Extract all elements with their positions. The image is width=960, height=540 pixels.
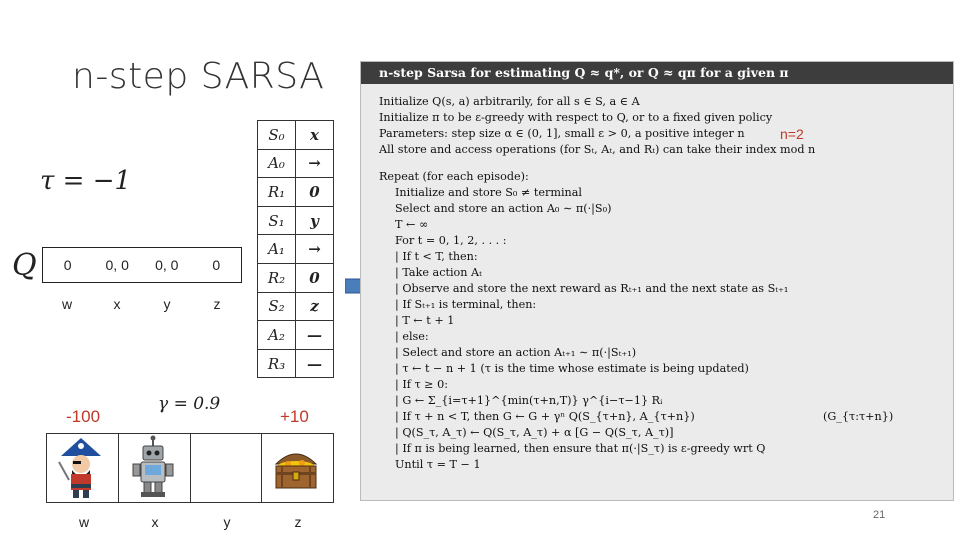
traj-value: — [296,321,334,350]
traj-key: A₂ [258,321,296,350]
q-value-z: 0 [212,257,221,273]
algo-line: | Q(S_τ, A_τ) ← Q(S_τ, A_τ) + α [G − Q(S_τ, A_τ)] [395,426,674,439]
algo-line: | Take action Aₜ [395,266,482,279]
traj-value: z [296,292,334,321]
algo-line: Repeat (for each episode): [379,170,529,183]
pirate-icon [47,434,115,500]
algo-line: | else: [395,330,429,343]
traj-value: x [296,121,334,150]
tau-value: τ = −1 [40,166,132,196]
grid-cell-z [262,434,333,502]
gridworld [46,433,334,503]
algo-line: Initialize π to be ε-greedy with respect to Q, or to a fixed given policy [379,111,773,124]
grid-label-y: y [223,514,231,530]
q-value-w: 0 [63,257,72,273]
grid-label-w: w [78,514,90,530]
algo-line: For t = 0, 1, 2, . . . : [395,234,507,247]
n-value-note: n=2 [780,126,804,142]
traj-value: y [296,206,334,235]
q-table [42,247,242,283]
algorithm-box [360,61,954,501]
robot-icon [119,434,187,500]
traj-key: S₂ [258,292,296,321]
traj-value: → [296,149,334,178]
traj-key: A₀ [258,149,296,178]
algo-line: Until τ = T − 1 [395,458,481,471]
algo-line: | Select and store an action Aₜ₊₁ ∼ π(·|Sₜ₊₁) [395,346,637,359]
grid-label-x: x [151,514,159,530]
traj-key: S₀ [258,121,296,150]
q-state-label-x: x [113,296,121,312]
traj-value: — [296,349,334,378]
grid-cell-w [47,434,119,502]
algo-line: Initialize Q(s, a) arbitrarily, for all s ∈ S, a ∈ A [379,95,640,108]
q-value-y: 0, 0 [155,257,179,273]
algo-line: | If τ ≥ 0: [395,378,449,391]
algo-line: Parameters: step size α ∈ (0, 1], small ε > 0, a positive integer n [379,127,745,140]
algorithm-header: n-step Sarsa for estimating Q ≈ q*, or Q ≈ qπ for a given π [361,62,953,84]
page-number: 21 [873,509,886,521]
traj-value: 0 [296,263,334,292]
traj-value: 0 [296,178,334,207]
grid-label-z: z [294,514,302,530]
traj-key: R₂ [258,263,296,292]
grid-cell-x [119,434,191,502]
reward-left: -100 [66,407,101,426]
reward-right: +10 [280,407,309,426]
treasure-chest-icon [262,434,330,500]
algo-line: | If t < T, then: [395,250,478,263]
grid-cell-y [191,434,263,502]
q-state-label-w: w [61,296,73,312]
q-state-label-y: y [163,296,171,312]
traj-key: A₁ [258,235,296,264]
algo-line: Initialize and store S₀ ≠ terminal [395,186,583,199]
q-value-x: 0, 0 [105,257,129,273]
traj-key: S₁ [258,206,296,235]
algo-line: | If π is being learned, then ensure that π(·|S_τ) is ε-greedy wrt Q [395,442,766,455]
q-symbol: Q [12,248,37,283]
traj-value: → [296,235,334,264]
q-state-label-z: z [213,296,221,312]
trajectory-table [257,120,334,378]
algo-line: Select and store an action A₀ ∼ π(·|S₀) [395,202,612,215]
algo-line: | If Sₜ₊₁ is terminal, then: [395,298,537,311]
algo-line: | If τ + n < T, then G ← G + γⁿ Q(S_{τ+n}, A_{τ+n}) [395,410,695,423]
gamma-value: γ = 0.9 [158,394,221,414]
algo-line: T ← ∞ [395,218,429,231]
traj-key: R₁ [258,178,296,207]
traj-key: R₃ [258,349,296,378]
slide-title: n-step SARSA [72,56,325,97]
algo-line: | G ← Σ_{i=τ+1}^{min(τ+n,T)} γ^{i−τ−1} Rᵢ [395,394,663,407]
algo-side-note: (G_{τ:τ+n}) [823,410,894,423]
algo-line: | T ← t + 1 [395,314,455,327]
algo-line: | τ ← t − n + 1 (τ is the time whose estimate is being updated) [395,362,749,375]
algo-line: All store and access operations (for Sₜ, Aₜ, and Rₜ) can take their index mod n [379,143,816,156]
algo-line: | Observe and store the next reward as Rₜ₊₁ and the next state as Sₜ₊₁ [395,282,789,295]
